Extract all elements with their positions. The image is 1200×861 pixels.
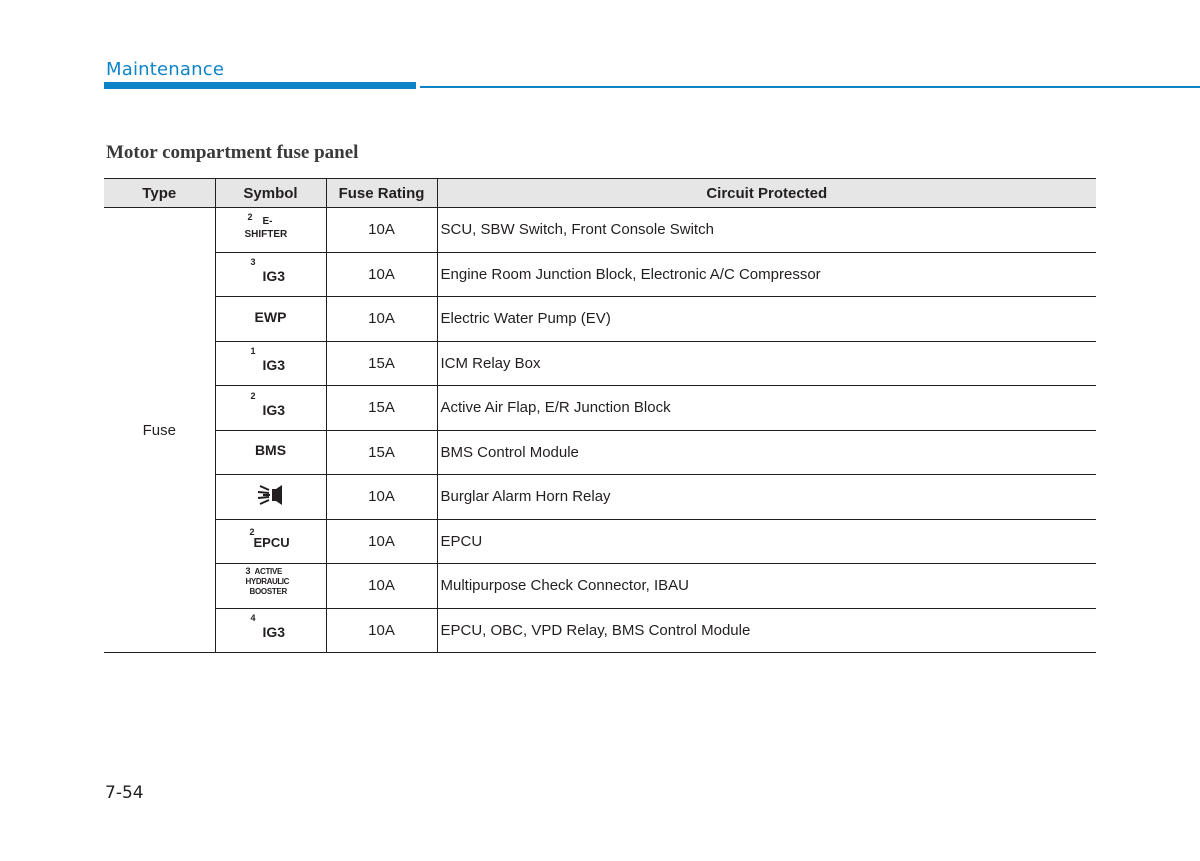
symbol-label: EPCU [253,535,290,551]
symbol-cell [215,208,326,253]
table-row [104,297,1096,342]
symbol-superscript: 2 [249,527,255,538]
circuit-cell: Active Air Flap, E/R Junction Block [437,386,1096,431]
fuse-symbol [241,388,301,424]
fuse-symbol [241,210,301,246]
header-rule-thick [104,82,416,89]
circuit-cell: ICM Relay Box [437,341,1096,386]
type-cell: Fuse [104,208,215,653]
fuse-symbol [241,254,301,290]
symbol-cell [215,252,326,297]
table-row [104,386,1096,431]
table-row [104,208,1096,253]
table-row [104,430,1096,475]
symbol-label: IG3 [262,401,286,418]
table-row [104,519,1096,564]
symbol-superscript: 3 [245,565,251,576]
symbol-cell [215,430,326,475]
symbol-superscript: 1 [250,346,256,357]
circuit-cell: Burglar Alarm Horn Relay [437,475,1096,520]
symbol-label: IG3 [262,624,286,641]
fuse-symbol [241,477,301,513]
symbol-cell [215,519,326,564]
symbol-label-line3: BOOSTER [249,586,287,596]
column-header-rating: Fuse Rating [326,179,437,208]
symbol-label-line1: ACTIVE [254,566,283,576]
symbol-superscript: 2 [250,390,256,401]
rating-cell: 10A [326,608,437,653]
symbol-cell [215,475,326,520]
fuse-symbol [241,521,301,557]
symbol-superscript: 3 [250,257,256,268]
circuit-cell: EPCU, OBC, VPD Relay, BMS Control Module [437,608,1096,653]
fuse-symbol [241,566,301,602]
symbol-label-line2: SHIFTER [244,228,288,240]
table-row [104,341,1096,386]
symbol-label: IG3 [262,357,286,374]
symbol-cell [215,564,326,609]
rating-cell: 15A [326,341,437,386]
rating-cell: 15A [326,386,437,431]
column-header-type: Type [104,179,215,208]
page-number: 7-54 [105,783,144,803]
circuit-cell: Engine Room Junction Block, Electronic A/C Compressor [437,252,1096,297]
rating-cell: 15A [326,430,437,475]
symbol-label: EWP [254,308,287,325]
symbol-cell [215,386,326,431]
fuse-symbol [241,343,301,379]
table-row [104,608,1096,653]
header-rule-thin [420,86,1200,88]
rating-cell: 10A [326,475,437,520]
rating-cell: 10A [326,252,437,297]
symbol-cell [215,341,326,386]
table-header-row [104,179,1096,208]
symbol-superscript: 4 [250,613,256,624]
circuit-cell: BMS Control Module [437,430,1096,475]
symbol-cell [215,297,326,342]
table-row [104,252,1096,297]
circuit-cell: Multipurpose Check Connector, IBAU [437,564,1096,609]
column-header-circuit: Circuit Protected [437,179,1096,208]
circuit-cell: EPCU [437,519,1096,564]
fuse-table [104,178,1096,653]
symbol-label: BMS [254,442,287,459]
horn-icon [257,482,285,508]
table-row [104,475,1096,520]
fuse-symbol [241,610,301,646]
symbol-label-line2: HYDRAULIC [245,576,290,586]
symbol-label: IG3 [262,268,286,285]
symbol-cell [215,608,326,653]
page-title: Motor compartment fuse panel [106,142,359,163]
symbol-superscript: 2 [247,211,253,222]
column-header-symbol: Symbol [215,179,326,208]
section-header-title: Maintenance [106,59,225,80]
circuit-cell: SCU, SBW Switch, Front Console Switch [437,208,1096,253]
fuse-symbol [241,299,301,335]
table-row [104,564,1096,609]
symbol-label-line1: E- [262,215,273,227]
rating-cell: 10A [326,297,437,342]
rating-cell: 10A [326,208,437,253]
rating-cell: 10A [326,564,437,609]
circuit-cell: Electric Water Pump (EV) [437,297,1096,342]
rating-cell: 10A [326,519,437,564]
fuse-symbol [241,432,301,468]
